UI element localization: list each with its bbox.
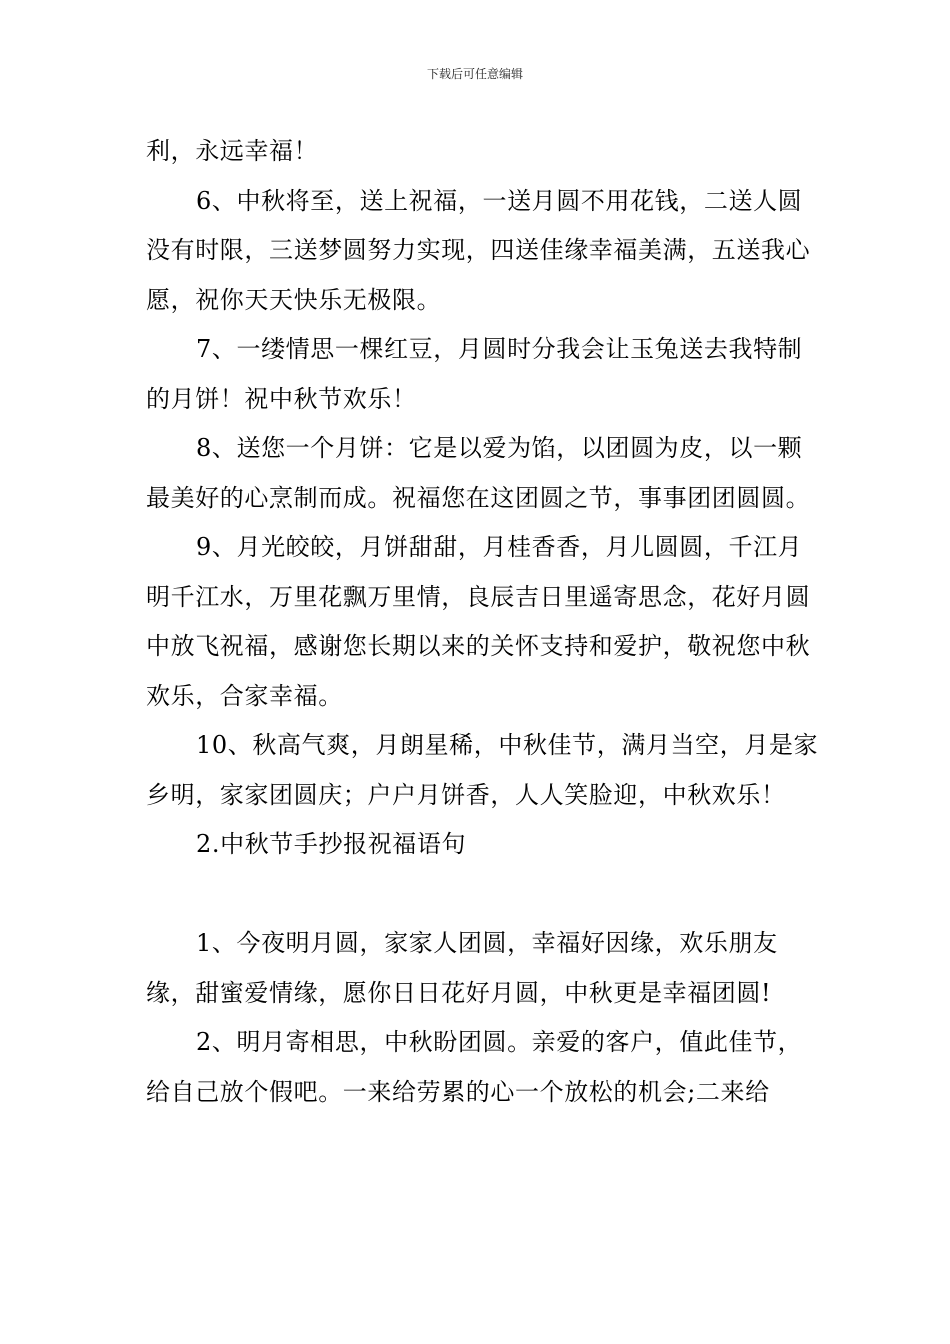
paragraph-item-2: 2、明月寄相思，中秋盼团圆。亲爱的客户，值此佳节，给自己放个假吧。一来给劳累的心一个放松的机会;二来给: [146, 1028, 803, 1106]
paragraph-item-10: 10、秋高气爽，月朗星稀，中秋佳节，满月当空，月是家乡明，家家团圆庆；户户月饼香，人人笑脸迎，中秋欢乐！: [146, 731, 819, 809]
paragraph-item-9: 9、月光皎皎，月饼甜甜，月桂香香，月儿圆圆，千江月明千江水，万里花飘万里情，良辰吉日里遥寄思念，花好月圆中放飞祝福，感谢您长期以来的关怀支持和爱护，敬祝您中秋欢乐，合家幸福。: [146, 533, 811, 710]
paragraph-item-7: 7、一缕情思一棵红豆，月圆时分我会让玉兔送去我特制的月饼！祝中秋节欢乐！: [146, 335, 803, 413]
section-heading: 2.中秋节手抄报祝福语句: [196, 830, 467, 858]
paragraph-item-6: 6、中秋将至，送上祝福，一送月圆不用花钱，二送人圆没有时限，三送梦圆努力实现，四送佳缘幸福美满，五送我心愿，祝你天天快乐无极限。: [146, 186, 811, 314]
paragraph-item-8: 8、送您一个月饼：它是以爱为馅，以团圆为皮，以一颗最美好的心烹制而成。祝福您在这团圆之节，事事团团圆圆。: [146, 434, 811, 512]
document-body: [146, 127, 822, 1117]
paragraph-continued: 利，永远幸福！: [146, 137, 319, 165]
paragraph-item-1: 1、今夜明月圆，家家人团圆，幸福好因缘，欢乐朋友缘，甜蜜爱情缘，愿你日日花好月圆，中秋更是幸福团圆!: [146, 929, 778, 1007]
page-header: 下载后可任意编辑: [426, 67, 523, 81]
